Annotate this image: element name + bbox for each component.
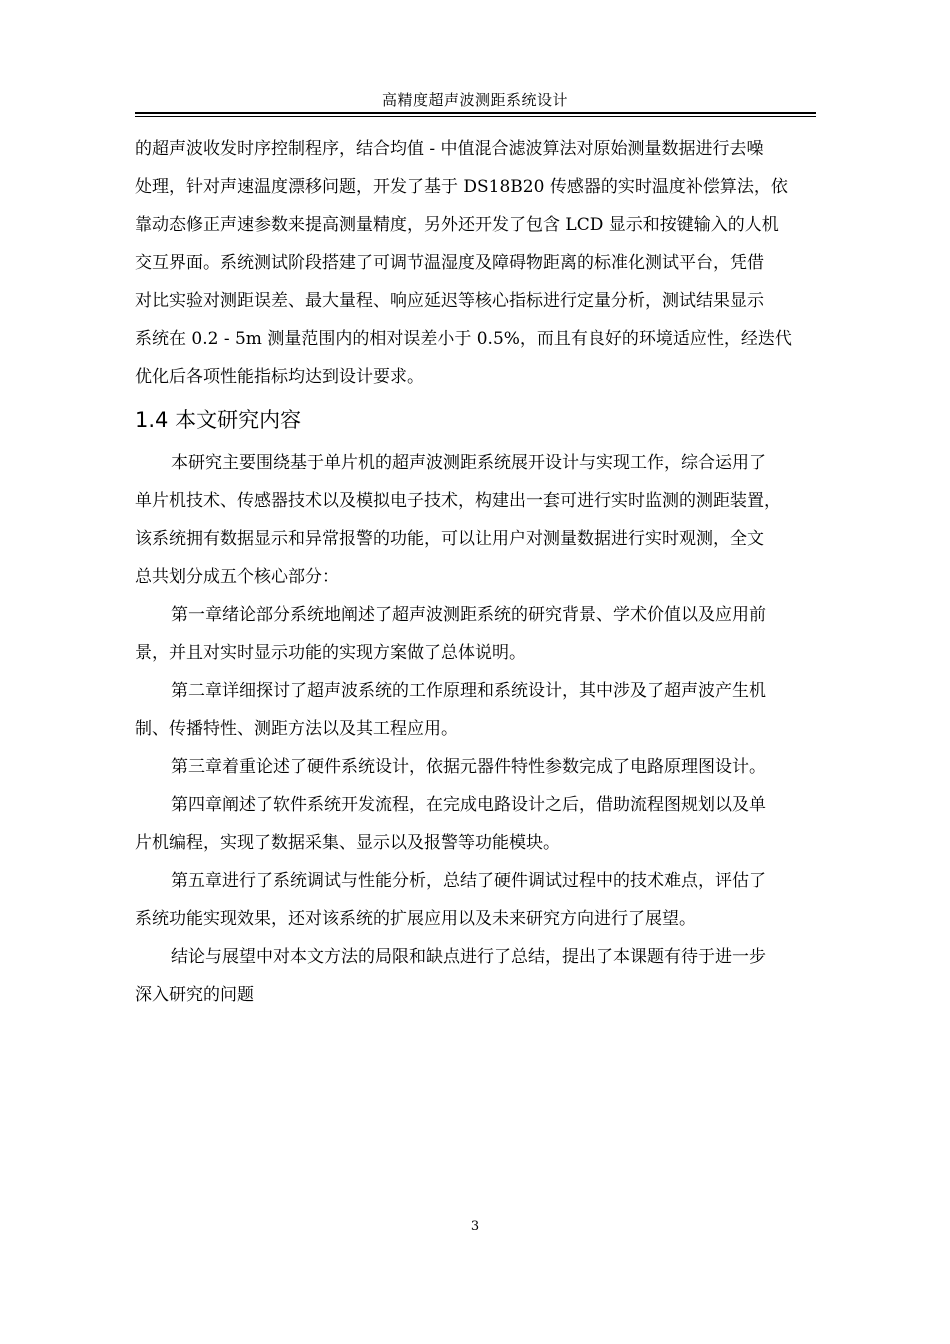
text-line: 第五章进行了系统调试与性能分析，总结了硬件调试过程中的技术难点，评估了 <box>171 871 766 891</box>
text-line: 总共划分成五个核心部分： <box>135 567 339 587</box>
continued-paragraph <box>135 130 860 396</box>
paragraph-chapter-5 <box>135 862 860 938</box>
text-line: 第四章阐述了软件系统开发流程，在完成电路设计之后，借助流程图规划以及单 <box>171 795 766 815</box>
page-number: 3 <box>470 1219 480 1234</box>
section-heading: 1.4 本文研究内容 <box>135 408 302 432</box>
page-body <box>135 130 860 1014</box>
text-line: 景，并且对实时显示功能的实现方案做了总体说明。 <box>135 643 526 663</box>
text-line: 该系统拥有数据显示和异常报警的功能，可以让用户对测量数据进行实时观测，全文 <box>135 529 764 549</box>
paragraph-chapter-4 <box>135 786 860 862</box>
text-line: 制、传播特性、测距方法以及其工程应用。 <box>135 719 458 739</box>
header-rule-thin <box>135 116 816 117</box>
text-line: 的超声波收发时序控制程序，结合均值 - 中值混合滤波算法对原始测量数据进行去噪 <box>135 139 764 159</box>
text-line: 第一章绪论部分系统地阐述了超声波测距系统的研究背景、学术价值以及应用前 <box>171 605 766 625</box>
text-line: 对比实验对测距误差、最大量程、响应延迟等核心指标进行定量分析，测试结果显示 <box>135 291 764 311</box>
text-line: 第二章详细探讨了超声波系统的工作原理和系统设计，其中涉及了超声波产生机 <box>171 681 766 701</box>
paragraph-conclusion <box>135 938 860 1014</box>
text-line: 交互界面。系统测试阶段搭建了可调节温湿度及障碍物距离的标准化测试平台，凭借 <box>135 253 764 273</box>
paragraph-chapter-3 <box>135 748 860 786</box>
text-line: 本研究主要围绕基于单片机的超声波测距系统展开设计与实现工作，综合运用了 <box>171 453 766 473</box>
text-line: 处理，针对声速温度漂移问题，开发了基于 DS18B20 传感器的实时温度补偿算法，依 <box>135 177 788 197</box>
text-line: 单片机技术、传感器技术以及模拟电子技术，构建出一套可进行实时监测的测距装置， <box>135 491 781 511</box>
text-line: 优化后各项性能指标均达到设计要求。 <box>135 367 424 387</box>
text-line: 靠动态修正声速参数来提高测量精度，另外还开发了包含 LCD 显示和按键输入的人机 <box>135 215 779 235</box>
text-line: 第三章着重论述了硬件系统设计，依据元器件特性参数完成了电路原理图设计。 <box>171 757 766 777</box>
text-line: 系统功能实现效果，还对该系统的扩展应用以及未来研究方向进行了展望。 <box>135 909 696 929</box>
paragraph-intro <box>135 444 860 596</box>
text-line: 结论与展望中对本文方法的局限和缺点进行了总结，提出了本课题有待于进一步 <box>171 947 766 967</box>
paragraph-chapter-2 <box>135 672 860 748</box>
text-line: 系统在 0.2 - 5m 测量范围内的相对误差小于 0.5%，而且有良好的环境适应性，经迭代 <box>135 329 792 349</box>
running-header: 高精度超声波测距系统设计 <box>381 91 568 109</box>
text-line: 片机编程，实现了数据采集、显示以及报警等功能模块。 <box>135 833 560 853</box>
paragraph-chapter-1 <box>135 596 860 672</box>
text-line: 深入研究的问题 <box>135 985 254 1005</box>
header-rule <box>135 112 816 114</box>
